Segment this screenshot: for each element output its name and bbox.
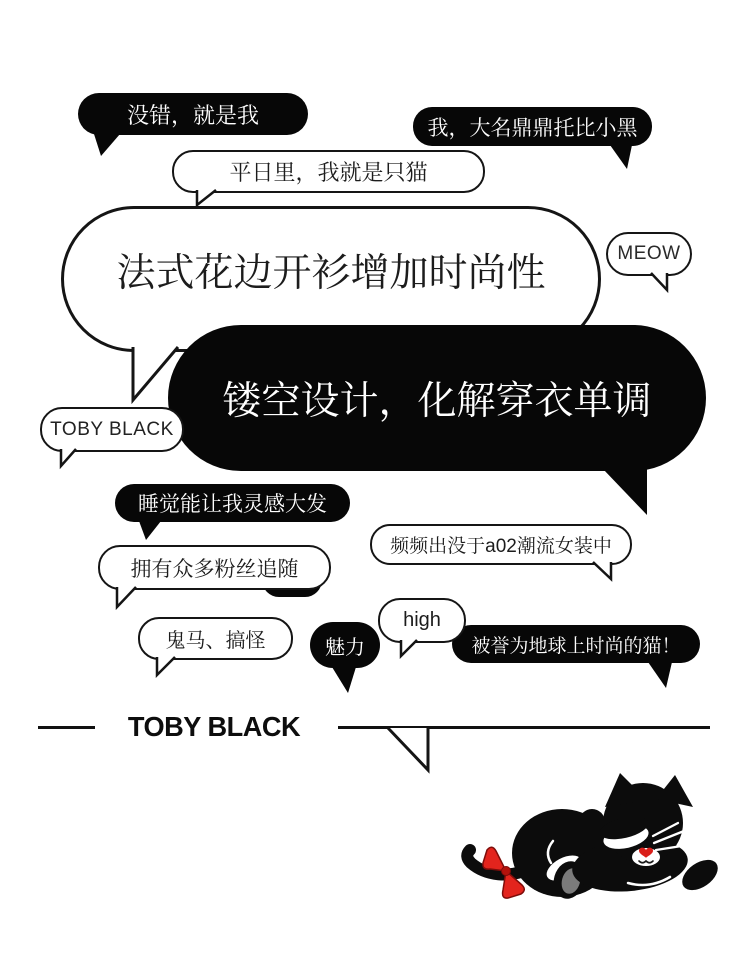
speech-bubble-famous	[413, 107, 652, 146]
bubble-tail	[650, 273, 670, 293]
bubble-text: 被誉为地球上时尚的猫！	[471, 635, 681, 657]
footer-rule-left	[38, 726, 95, 729]
bubble-text: 睡觉能让我灵感大发	[138, 493, 327, 516]
bubble-text: high	[403, 609, 441, 631]
bubble-text: 平日里，我就是只猫	[229, 160, 428, 185]
toby-cat-illustration	[450, 765, 740, 905]
bubble-text: 鬼马、搞怪	[165, 630, 266, 652]
bubble-text: 魅力	[325, 636, 365, 659]
speech-bubble-charm	[310, 622, 380, 668]
speech-bubble-high	[378, 598, 466, 643]
bubble-text: 没错，就是我	[126, 102, 259, 128]
bubble-text: 法式花边开衫增加时尚性	[116, 252, 546, 295]
bubble-text: MEOW	[617, 243, 681, 264]
footer-brand-logo: TOBY BLACK	[127, 711, 301, 742]
speech-bubble-hollow-design	[168, 325, 706, 471]
bubble-text: 频频出没于a02潮流女装中	[390, 536, 612, 557]
footer-rule-tail	[388, 728, 434, 776]
speech-bubble-no-mistake	[78, 93, 308, 135]
bubble-tail	[332, 667, 358, 695]
bubble-tail	[648, 662, 674, 690]
bubble-tail	[139, 521, 163, 541]
bubble-text: 我，大名鼎鼎托比小黑	[427, 116, 638, 140]
bubble-tail	[94, 134, 122, 158]
bubble-text: TOBY BLACK	[50, 418, 174, 440]
bubble-tail	[592, 562, 614, 582]
speech-bubble-sleep	[115, 484, 350, 522]
bubble-tail	[116, 587, 138, 610]
bubble-tail	[400, 640, 420, 660]
bubble-tail	[60, 449, 78, 469]
bubble-tail	[606, 145, 634, 171]
speech-bubble-quirky	[138, 617, 293, 660]
bubble-text: 拥有众多粉丝追随	[130, 557, 299, 581]
bubble-text: 镂空设计，化解穿衣单调	[222, 380, 652, 423]
bubble-tail	[603, 469, 647, 517]
speech-bubble-meow	[606, 232, 692, 276]
speech-bubble-a02	[370, 524, 632, 565]
speech-bubble-weekday	[172, 150, 485, 193]
speech-bubble-fashionable-cat	[452, 625, 700, 663]
speech-bubble-toby-black	[40, 407, 184, 452]
bubble-tail	[156, 657, 178, 678]
speech-bubble-fans	[98, 545, 331, 590]
